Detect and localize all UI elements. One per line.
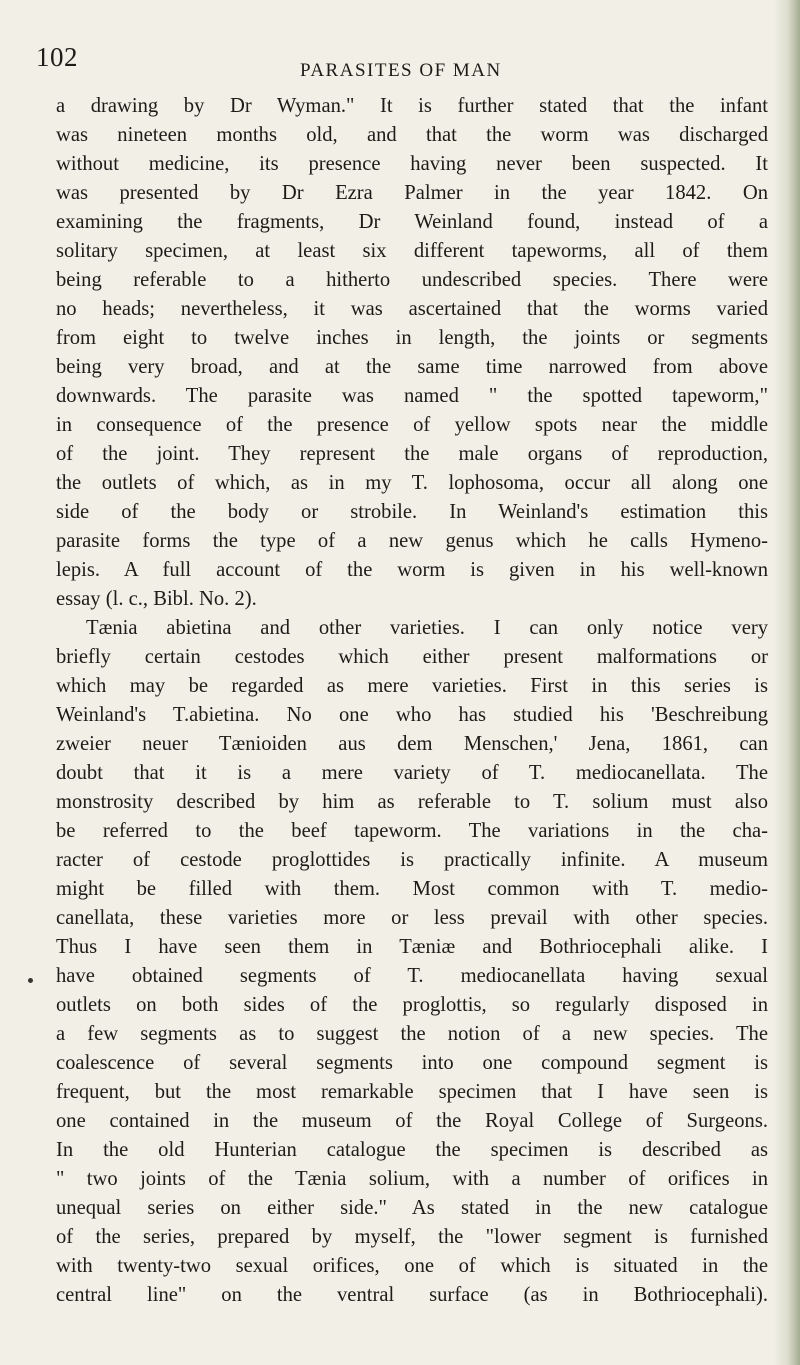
page-number: 102 (36, 42, 78, 72)
text-line: in consequence of the presence of yellow spots near the middle (56, 414, 768, 436)
running-head: PARASITES OF MAN (300, 60, 502, 81)
text-line: with twenty-two sexual orifices, one of which is situated in the (56, 1255, 768, 1277)
text-line: of the series, prepared by myself, the "lower segment is furnished (56, 1226, 768, 1248)
text-line: briefly certain cestodes which either present malformations or (56, 646, 768, 668)
text-line: being very broad, and at the same time narrowed from above (56, 356, 768, 378)
text-line: downwards. The parasite was named " the spotted tapeworm," (56, 385, 768, 407)
text-line: lepis. A full account of the worm is given in his well-known (56, 559, 768, 581)
text-line: examining the fragments, Dr Weinland found, instead of a (56, 211, 768, 233)
text-line: of the joint. They represent the male organs of reproduction, (56, 443, 768, 465)
text-line: outlets on both sides of the proglottis, so regularly disposed in (56, 994, 768, 1016)
text-line: was presented by Dr Ezra Palmer in the year 1842. On (56, 182, 768, 204)
text-line: central line" on the ventral surface (as in Bothriocephali). (56, 1284, 768, 1306)
text-line: might be filled with them. Most common with T. medio- (56, 878, 768, 900)
text-line: coalescence of several segments into one compound segment is (56, 1052, 768, 1074)
text-line: no heads; nevertheless, it was ascertained that the worms varied (56, 298, 768, 320)
body-text (56, 92, 768, 1310)
text-line: which may be regarded as mere varieties. First in this series is (56, 675, 768, 697)
text-line: Thus I have seen them in Tæniæ and Bothriocephali alike. I (56, 936, 768, 958)
text-line: side of the body or strobile. In Weinland's estimation this (56, 501, 768, 523)
text-line-paragraph-end: essay (l. c., Bibl. No. 2). (56, 588, 257, 610)
text-line: " two joints of the Tænia solium, with a number of orifices in (56, 1168, 768, 1190)
text-line: the outlets of which, as in my T. lophosoma, occur all along one (56, 472, 768, 494)
text-line: being referable to a hitherto undescribed species. There were (56, 269, 768, 291)
ink-speck (28, 978, 33, 983)
text-line: Weinland's T.abietina. No one who has studied his 'Beschreibung (56, 704, 768, 726)
text-line: parasite forms the type of a new genus which he calls Hymeno- (56, 530, 768, 552)
text-line: unequal series on either side." As stated in the new catalogue (56, 1197, 768, 1219)
text-line: monstrosity described by him as referable to T. solium must also (56, 791, 768, 813)
text-line: be referred to the beef tapeworm. The variations in the cha- (56, 820, 768, 842)
text-line: solitary specimen, at least six different tapeworms, all of them (56, 240, 768, 262)
text-line: was nineteen months old, and that the worm was discharged (56, 124, 768, 146)
text-line: frequent, but the most remarkable specimen that I have seen is (56, 1081, 768, 1103)
text-line-paragraph-start: Tænia abietina and other varieties. I can only notice very (86, 617, 768, 639)
text-line: one contained in the museum of the Royal College of Surgeons. (56, 1110, 768, 1132)
text-line: a few segments as to suggest the notion of a new species. The (56, 1023, 768, 1045)
text-line: In the old Hunterian catalogue the specimen is described as (56, 1139, 768, 1161)
page-edge-shadow (774, 0, 800, 1365)
text-line: without medicine, its presence having never been suspected. It (56, 153, 768, 175)
text-line: doubt that it is a mere variety of T. mediocanellata. The (56, 762, 768, 784)
text-line: a drawing by Dr Wyman." It is further stated that the infant (56, 95, 768, 117)
text-line: zweier neuer Tænioiden aus dem Menschen,' Jena, 1861, can (56, 733, 768, 755)
text-line: racter of cestode proglottides is practically infinite. A museum (56, 849, 768, 871)
text-line: canellata, these varieties more or less prevail with other species. (56, 907, 768, 929)
text-line: have obtained segments of T. mediocanellata having sexual (56, 965, 768, 987)
text-line: from eight to twelve inches in length, the joints or segments (56, 327, 768, 349)
